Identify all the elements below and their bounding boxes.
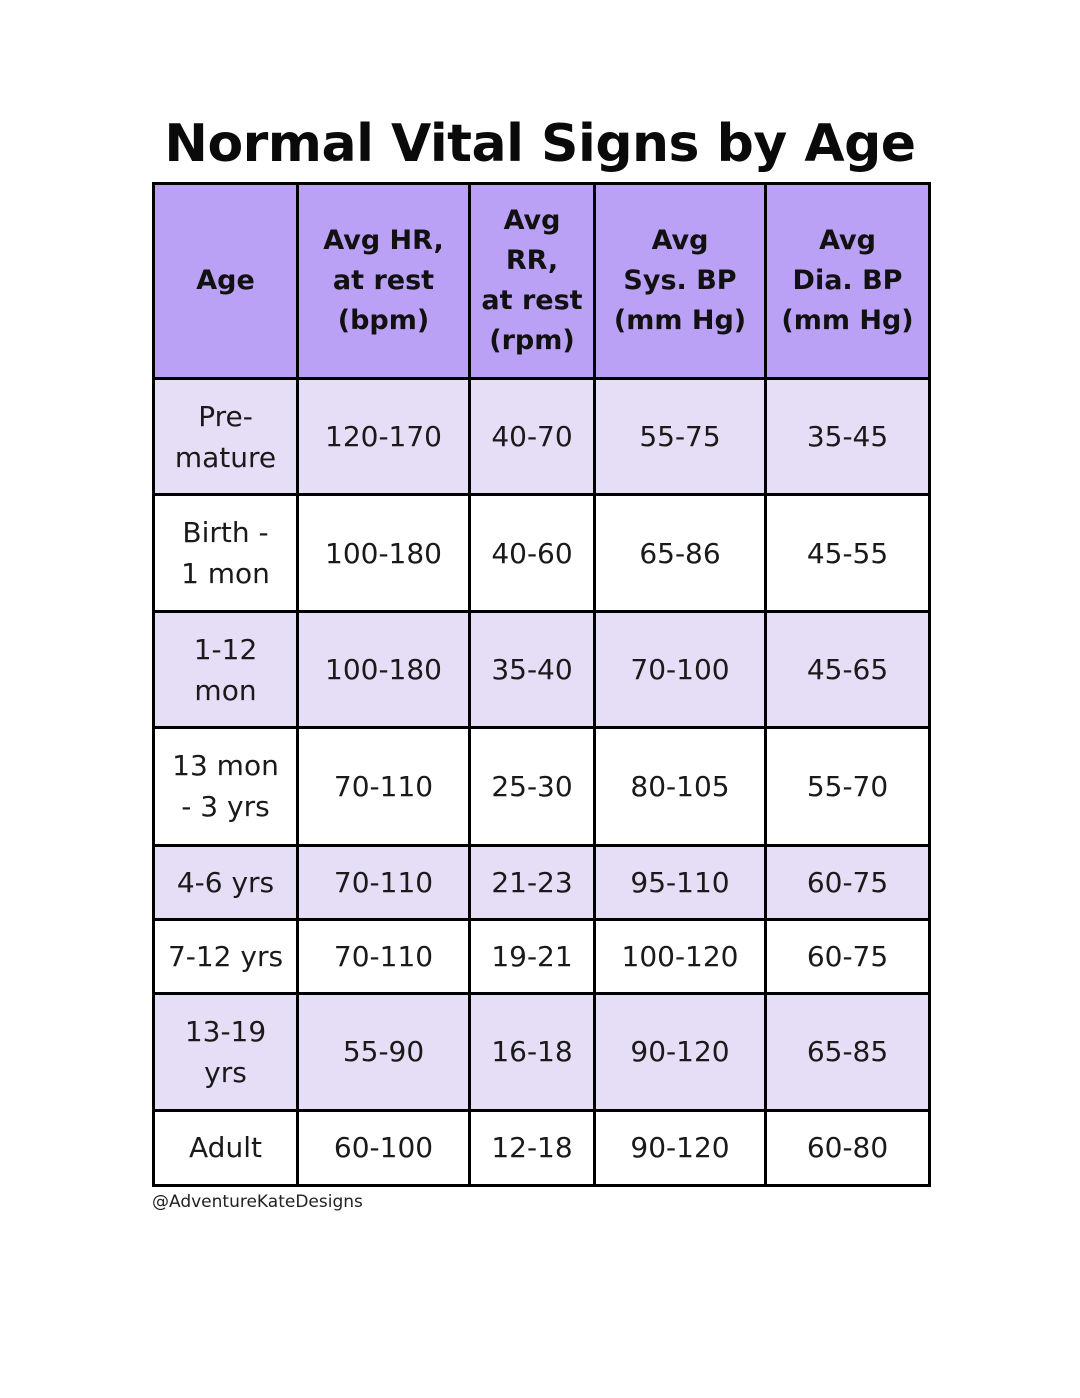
table-row — [154, 728, 930, 845]
dia-bp-cell: 35-45 — [766, 379, 930, 495]
table-row — [154, 993, 930, 1110]
dia-bp-cell: 60-75 — [766, 919, 930, 993]
rr-cell: 25-30 — [470, 728, 595, 845]
dia-bp-cell: 45-55 — [766, 495, 930, 612]
hr-cell: 60-100 — [298, 1110, 470, 1185]
vital-signs-table — [152, 182, 931, 1187]
dia-bp-cell: 60-80 — [766, 1110, 930, 1185]
hr-cell: 100-180 — [298, 612, 470, 728]
age-line: 4-6 yrs — [176, 865, 275, 899]
age-cell — [154, 495, 298, 612]
rr-cell: 16-18 — [470, 993, 595, 1110]
dia-bp-cell: 60-75 — [766, 845, 930, 919]
table-row — [154, 612, 930, 728]
header-line: Avg — [503, 205, 561, 236]
header-avg-dia-bp — [766, 184, 930, 379]
sys-bp-cell: 100-120 — [595, 919, 766, 993]
header-line: (rpm) — [489, 325, 575, 356]
header-line: Sys. BP — [623, 265, 737, 296]
age-cell — [154, 612, 298, 728]
header-line: RR, — [505, 245, 559, 276]
header-line: (mm Hg) — [781, 305, 914, 336]
rr-cell: 19-21 — [470, 919, 595, 993]
age-line: mon — [194, 673, 257, 707]
rr-cell: 35-40 — [470, 612, 595, 728]
age-cell — [154, 379, 298, 495]
sys-bp-cell: 80-105 — [595, 728, 766, 845]
header-line: Avg — [819, 225, 876, 256]
age-line: - 3 yrs — [181, 790, 270, 824]
header-row — [154, 184, 930, 379]
age-line: Adult — [189, 1131, 262, 1165]
table-row — [154, 919, 930, 993]
sys-bp-cell: 65-86 — [595, 495, 766, 612]
sys-bp-cell: 90-120 — [595, 1110, 766, 1185]
header-line: Avg — [651, 225, 709, 256]
dia-bp-cell: 65-85 — [766, 993, 930, 1110]
header-age — [154, 184, 298, 379]
hr-cell: 70-110 — [298, 845, 470, 919]
sys-bp-cell: 95-110 — [595, 845, 766, 919]
table-row — [154, 379, 930, 495]
sys-bp-cell: 90-120 — [595, 993, 766, 1110]
dia-bp-cell: 55-70 — [766, 728, 930, 845]
header-line: Age — [196, 265, 255, 296]
age-line: 7-12 yrs — [167, 939, 284, 973]
rr-cell: 12-18 — [470, 1110, 595, 1185]
credit-handle: @AdventureKateDesigns — [152, 1192, 363, 1212]
table-row — [154, 845, 930, 919]
page-title: Normal Vital Signs by Age — [164, 114, 916, 174]
hr-cell: 70-110 — [298, 728, 470, 845]
age-line: Birth - — [182, 516, 269, 550]
age-cell — [154, 993, 298, 1110]
age-line: 13-19 — [184, 1014, 267, 1048]
age-cell — [154, 845, 298, 919]
header-avg-rr — [470, 184, 595, 379]
rr-cell: 40-60 — [470, 495, 595, 612]
hr-cell: 70-110 — [298, 919, 470, 993]
header-line: (bpm) — [337, 305, 430, 336]
age-line: 1-12 — [193, 632, 258, 666]
table-row — [154, 495, 930, 612]
header-line: at rest — [332, 265, 435, 296]
dia-bp-cell: 45-65 — [766, 612, 930, 728]
age-line: 13 mon — [172, 749, 279, 783]
age-line: yrs — [204, 1055, 247, 1089]
header-line: at rest — [481, 285, 583, 316]
age-cell — [154, 1110, 298, 1185]
header-avg-sys-bp — [595, 184, 766, 379]
header-line: (mm Hg) — [613, 305, 747, 336]
header-line: Dia. BP — [792, 265, 903, 296]
age-cell — [154, 728, 298, 845]
age-line: Pre- — [198, 399, 253, 433]
header-avg-hr — [298, 184, 470, 379]
sys-bp-cell: 55-75 — [595, 379, 766, 495]
sys-bp-cell: 70-100 — [595, 612, 766, 728]
hr-cell: 120-170 — [298, 379, 470, 495]
rr-cell: 21-23 — [470, 845, 595, 919]
rr-cell: 40-70 — [470, 379, 595, 495]
age-cell — [154, 919, 298, 993]
header-line: Avg HR, — [323, 225, 444, 256]
hr-cell: 55-90 — [298, 993, 470, 1110]
hr-cell: 100-180 — [298, 495, 470, 612]
table-row — [154, 1110, 930, 1185]
age-line: mature — [174, 440, 277, 474]
age-line: 1 mon — [181, 557, 270, 591]
